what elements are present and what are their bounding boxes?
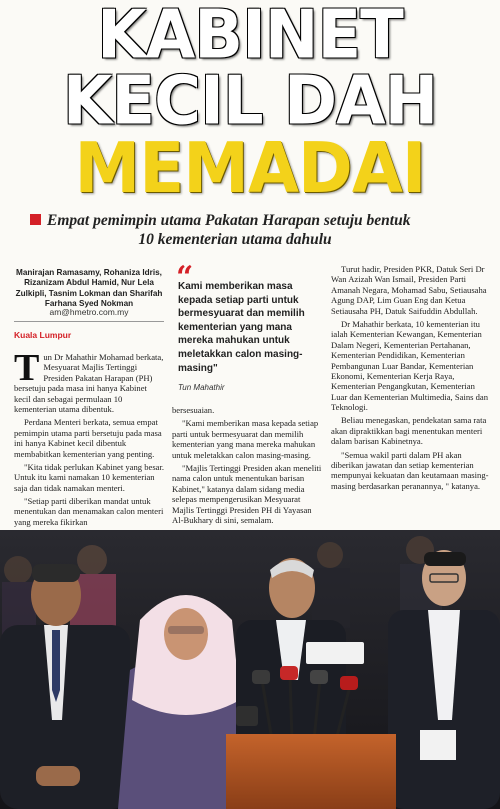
- paragraph: "Majlis Tertinggi Presiden akan meneliti nama calon untuk menentukan barisan Kabinet," katanya dalam sidang media selepas mempengerusikan Mesyuarat Majlis Tertinggi Presiden PH di Yayasan Al-Bukhary di sini, semalam.: [172, 462, 322, 525]
- headline-line-1: KABINET: [97, 0, 403, 75]
- deck-subheadline: [30, 212, 480, 249]
- deck-line-2: 10 kementerian utama dahulu: [138, 230, 332, 248]
- podium: [226, 734, 396, 809]
- pull-quote-attribution: Tun Mahathir: [178, 383, 225, 392]
- paragraph-lead-text: un Dr Mahathir Mohamad berkata, Mesyuarat Majlis Tertinggi Presiden Pakatan Harapan (PH) bersetuju pada masa ini hanya Kabinet kecil dan sebagai permulaan 10 kementerian utama dibentuk.: [14, 352, 164, 414]
- paragraph: Dr Mahathir berkata, 10 kementerian itu ialah Kementerian Kewangan, Kementerian Dalam Negeri, Kementerian Pertahanan, Kementerian Pendidikan, Kementerian Pembangunan Luar Bandar, Kementerian Ekonomi, Kementerian Kerja Raya, Kementerian Pengangkutan, Kementerian Luar dan Kementerian Multimedia, Sains dan Teknologi.: [331, 318, 489, 413]
- paragraph: Beliau menegaskan, pendekatan sama rata akan dipraktikkan bagi menentukan menteri dalam barisan Kabinetnya.: [331, 415, 487, 447]
- article-column-2: [172, 405, 322, 528]
- paragraph-lead: [14, 347, 164, 414]
- article-column-1: [14, 347, 165, 530]
- headline: [0, 0, 500, 209]
- article-column-3: [331, 264, 491, 494]
- divider: [14, 321, 164, 322]
- press-conference-photo: [0, 530, 500, 809]
- paragraph: Turut hadir, Presiden PKR, Datuk Seri Dr Wan Azizah Wan Ismail, Presiden Parti Amanah Negara, Mohamad Sabu, Setiausaha Agung DAP, Lim Guan Eng dan Ketua Setiausaha PH, Datuk Saifuddin Abdullah.: [331, 264, 487, 316]
- deck-line-1: Empat pemimpin utama Pakatan Harapan setuju bentuk: [47, 212, 411, 229]
- dateline: Kuala Lumpur: [14, 330, 72, 340]
- paragraph: "Semua wakil parti dalam PH akan diberikan jawatan dan setiap kementerian mempunyai kekuatan dan keutamaan masing-masing berdasarkan peranannya, " katanya.: [331, 449, 489, 491]
- paragraph: bersesuaian.: [172, 405, 215, 415]
- paragraph: "Kami memberikan masa kepada setiap parti untuk bermesyuarat dan memilih kementerian yang mana mereka mahukan untuk meletakkan calon masing-masing.: [172, 418, 319, 460]
- byline-authors: Manirajan Ramasamy, Rohaniza Idris, Rizanizam Abdul Hamid, Nur Lela Zulkipli, Tasnim Lokman dan Sharifah Farhana Syed Nokman: [15, 268, 163, 308]
- paragraph: "Kita tidak perlukan Kabinet yang besar. Untuk itu kami namakan 10 kementerian saja dan tidak namakan menteri.: [14, 461, 165, 493]
- red-square-bullet-icon: [30, 214, 41, 225]
- quote-mark-icon: “: [176, 260, 194, 295]
- byline-email[interactable]: am@hmetro.com.my: [49, 307, 129, 317]
- headline-line-3: MEMADAI: [74, 127, 426, 209]
- press-photo-illustration: [0, 530, 500, 809]
- drop-cap: T: [14, 347, 40, 389]
- pull-quote: Kami memberikan masa kepada setiap parti untuk bermesyuarat dan memilih kementerian yang mana mereka mahukan untuk meletakkan calon masing-masing": [178, 281, 305, 374]
- paragraph: Perdana Menteri berkata, semua empat pemimpin utama parti bersetuju pada masa ini hanya Kabinet kecil dibentuk membabitkan kementerian yang penting.: [14, 417, 162, 459]
- headline-line-2: KECIL DAH: [62, 62, 438, 141]
- paragraph: "Setiap parti diberikan mandat untuk menentukan dan menamakan calon menteri yang mereka fikirkan: [14, 496, 164, 527]
